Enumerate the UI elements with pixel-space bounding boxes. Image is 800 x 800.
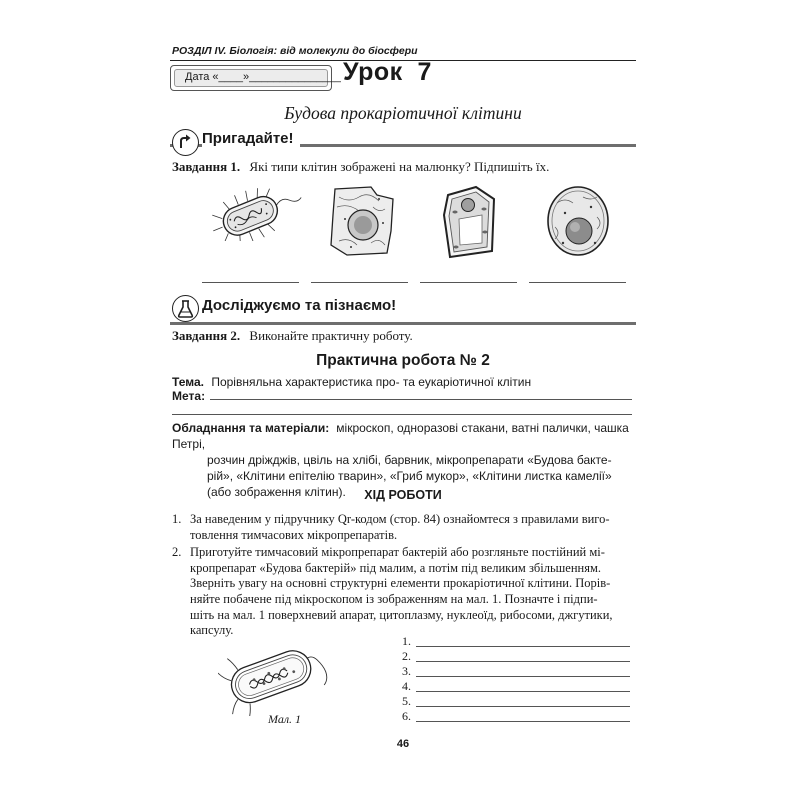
answer-line (402, 649, 411, 664)
date-label: Дата «____»_______________ (185, 71, 341, 83)
goal-line-2 (172, 414, 632, 415)
step-line: Зверніть увагу на основні структурні елементи прокаріотичної клітини. Порів- (190, 576, 611, 591)
section-title-explore: Досліджуємо та пізнаємо! (202, 297, 402, 314)
cell-label-line-1 (202, 282, 299, 283)
step-line: Приготуйте тимчасовий мікропрепарат бактерій або розгляньте постійний мі- (190, 545, 605, 560)
task-1 (172, 159, 549, 175)
step-line: товлення тимчасових мікропрепаратів. (190, 527, 398, 542)
bacterium-cell-image (208, 186, 303, 241)
step-1 (172, 512, 638, 543)
materials-line-4: (або зображення клітин). (207, 485, 346, 499)
page-number: 46 (396, 738, 410, 750)
task-2-label: Завдання 2. (172, 328, 241, 343)
step-line: няйте побачене під мікроскопом із зображенням на мал. 1. Позначте і підпи- (190, 591, 598, 606)
step-line: За наведеним у підручнику Qr-кодом (стор. 84) ознайомтеся з правилами виго- (190, 512, 610, 526)
flask-icon (172, 295, 199, 322)
answer-number: 1. (402, 634, 411, 648)
task-1-label: Завдання 1. (172, 159, 241, 174)
task-1-text: Які типи клітин зображені на малюнку? Підпишіть їх. (249, 159, 550, 174)
theme-row (172, 375, 531, 389)
goal-label: Мета: (172, 389, 206, 403)
materials-line-3: рій», «Клітини епітелію тварин», «Гриб мукор», «Клітини листка камелії» (207, 469, 612, 483)
step-number: 1. (172, 512, 182, 526)
bacterium-figure-image (218, 636, 328, 716)
answer-line (402, 679, 411, 694)
task-2 (172, 328, 413, 344)
answer-line (402, 694, 411, 709)
procedure-steps (172, 512, 638, 639)
materials-line-2: розчин дріжджів, цвіль на хлібі, барвник, мікропрепарати «Будова бакте- (207, 453, 612, 467)
theme-text: Порівняльна характеристика про- та еукаріотичної клітин (211, 375, 532, 389)
section-title-remember: Пригадайте! (202, 130, 300, 147)
fungus-cell-image (545, 185, 611, 257)
cell-label-line-3 (420, 282, 517, 283)
step-line: шіть на мал. 1 поверхневий апарат, цитоплазму, нуклеоїд, рибосоми, джгутики, (190, 607, 613, 622)
step-number: 2. (172, 545, 182, 560)
step-line: капсулу. (190, 623, 234, 638)
date-box (170, 65, 341, 91)
lesson-subtitle: Будова прокаріотичної клітини (284, 103, 522, 123)
running-header: РОЗДІЛ IV. Біологія: від молекули до біосфери (172, 45, 418, 57)
materials-label: Обладнання та матеріали: (172, 421, 330, 435)
animal-cell-image (327, 185, 397, 257)
step-line: кропрепарат «Будова бактерій» під малим, а потім під великим збільшенням. (190, 560, 602, 575)
plant-cell-image (440, 185, 498, 259)
section-rule (170, 322, 636, 325)
answer-number: 2. (402, 649, 411, 663)
answer-line (402, 634, 411, 649)
cell-label-line-4 (529, 282, 626, 283)
materials-line-1: мікроскоп, одноразові стакани, ватні палички, чашка Петрі, (172, 421, 629, 451)
task-2-text: Виконайте практичну роботу. (249, 328, 413, 343)
arrow-up-icon (172, 129, 199, 156)
cell-label-line-2 (311, 282, 408, 283)
figure-caption: Мал. 1 (268, 712, 302, 726)
answer-number: 5. (402, 694, 411, 708)
theme-label: Тема. (172, 375, 204, 389)
step-2 (172, 545, 638, 639)
answer-number: 4. (402, 679, 411, 693)
answer-number: 6. (402, 709, 411, 723)
answer-lines (402, 634, 411, 724)
answer-line (402, 664, 411, 679)
answer-number: 3. (402, 664, 411, 678)
lesson-title: Урок 7 (343, 58, 432, 86)
practical-work-title: Практична робота № 2 (316, 352, 490, 369)
goal-line-1 (210, 399, 632, 400)
answer-line (402, 709, 411, 724)
procedure-title: ХІД РОБОТИ (364, 488, 442, 502)
